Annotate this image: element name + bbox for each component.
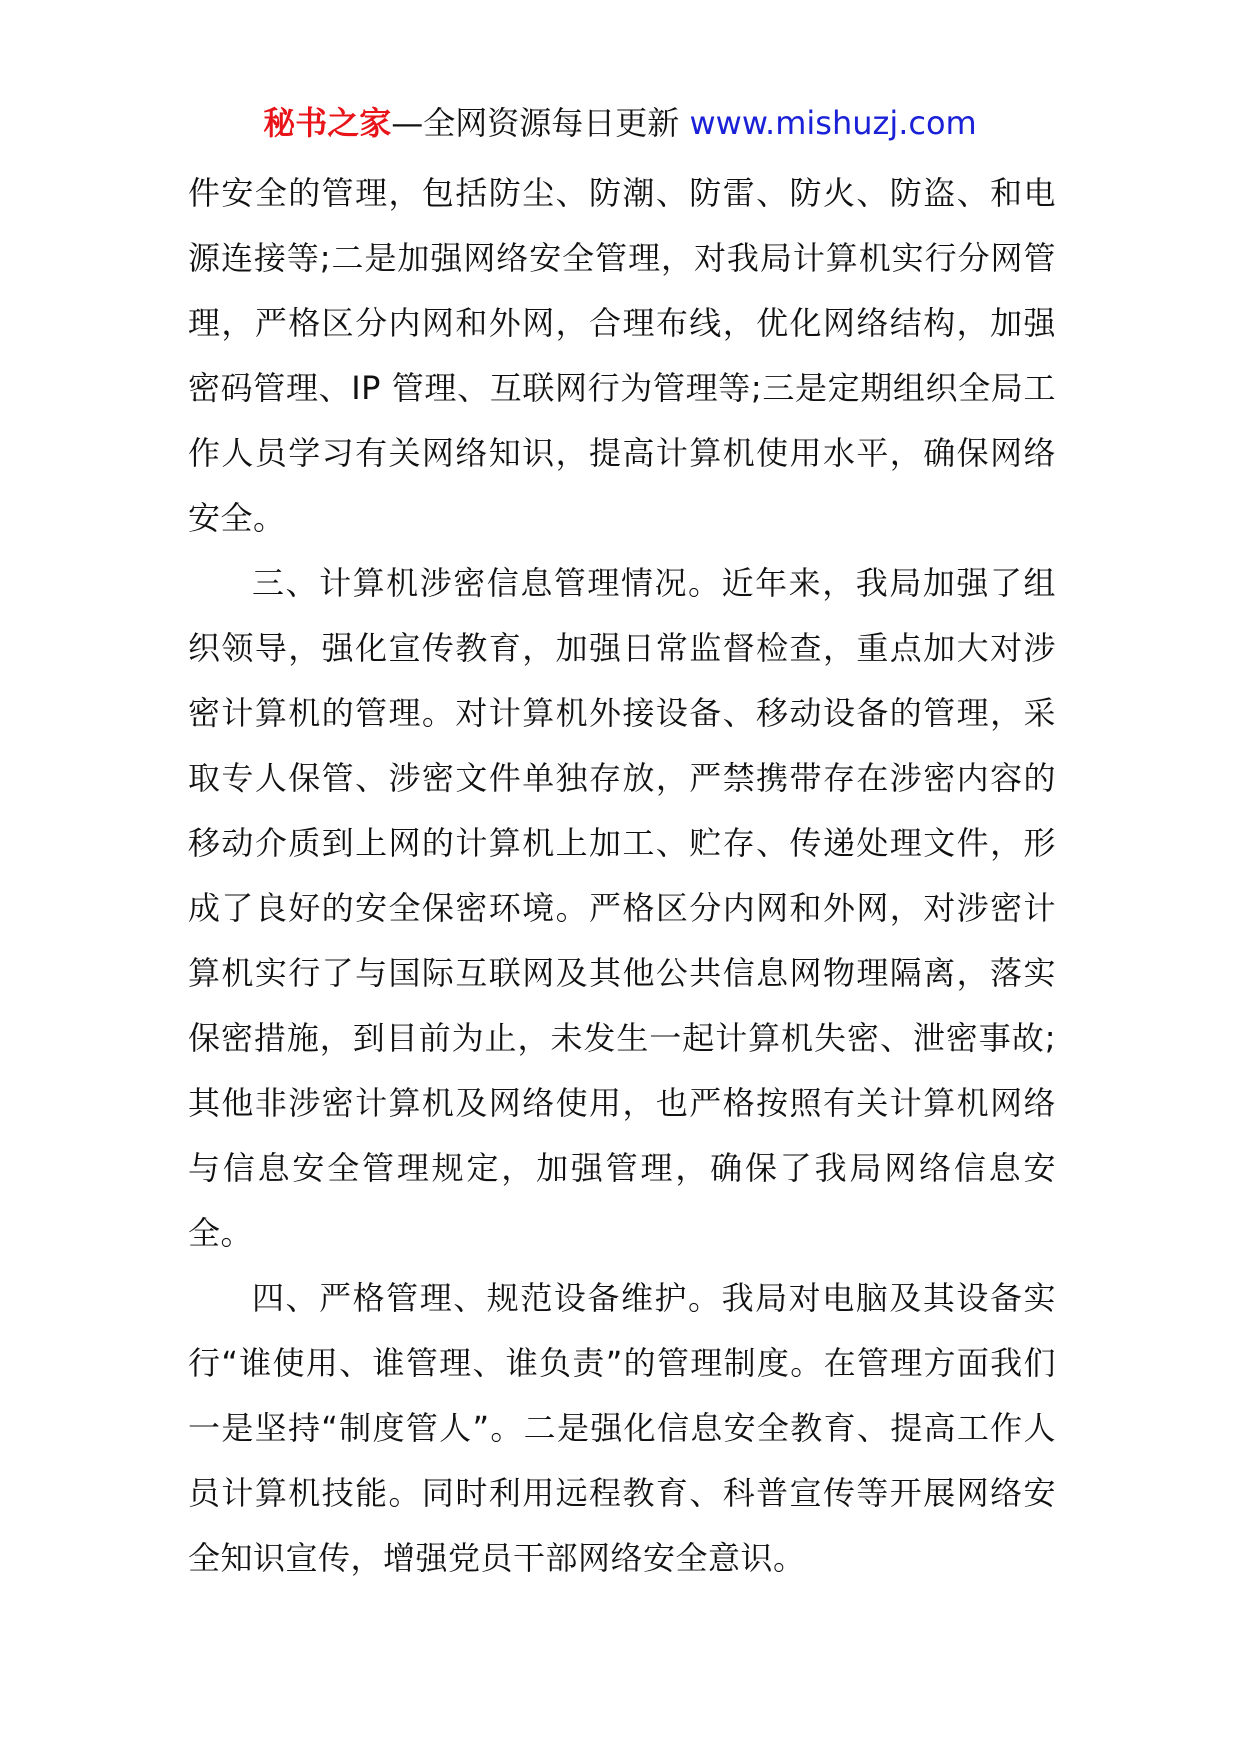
paragraph-section-four: 四、严格管理、规范设备维护。我局对电脑及其设备实行“谁使用、谁管理、谁负责”的管理制度。在管理方面我们一是坚持“制度管人”。二是强化信息安全教育、提高工作人员计算机技能。同时利用远程教育、科普宣传等开展网络安全知识宣传，增强党员干部网络安全意识。: [188, 1279, 1056, 1577]
site-tagline: —全网资源每日更新: [391, 104, 680, 142]
site-name: 秘书之家: [263, 104, 392, 142]
site-url-link[interactable]: www.mishuzj.com: [689, 104, 977, 142]
paragraph-continued: 件安全的管理，包括防尘、防潮、防雷、防火、防盗、和电源连接等;二是加强网络安全管理，对我局计算机实行分网管理，严格区分内网和外网，合理布线，优化网络结构，加强密码管理、IP 管理、互联网行为管理等;三是定期组织全局工作人员学习有关网络知识，提高计算机使用水平，确保网络安全。: [188, 174, 1056, 537]
document-body: [188, 161, 1056, 1591]
paragraph-section-three: 三、计算机涉密信息管理情况。近年来，我局加强了组织领导，强化宣传教育，加强日常监督检查，重点加大对涉密计算机的管理。对计算机外接设备、移动设备的管理，采取专人保管、涉密文件单独存放，严禁携带存在涉密内容的移动介质到上网的计算机上加工、贮存、传递处理文件，形成了良好的安全保密环境。严格区分内网和外网，对涉密计算机实行了与国际互联网及其他公共信息网物理隔离，落实保密措施，到目前为止，未发生一起计算机失密、泄密事故;其他非涉密计算机及网络使用，也严格按照有关计算机网络与信息安全管理规定，加强管理，确保了我局网络信息安全。: [188, 564, 1056, 1252]
page-header: [0, 100, 1240, 146]
